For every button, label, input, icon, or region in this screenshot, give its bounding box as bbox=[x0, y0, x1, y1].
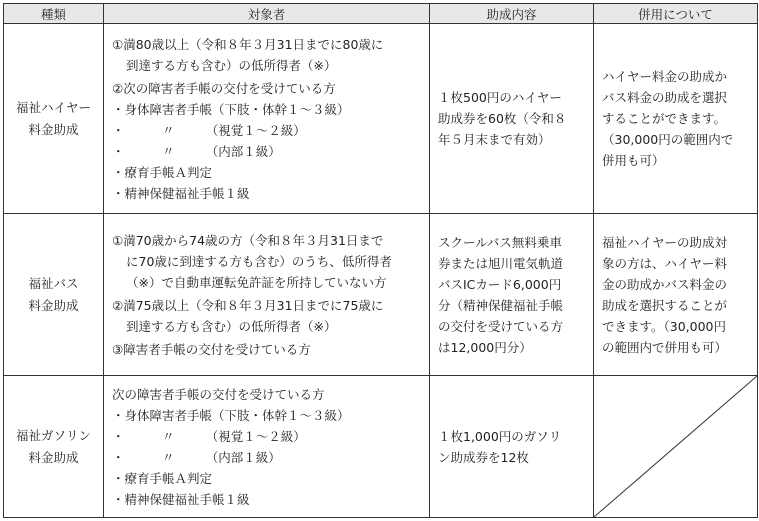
bullet-item: ・ 〃 （視覚１～２級） bbox=[112, 428, 306, 444]
category-line: 福祉ハイヤー bbox=[15, 99, 91, 115]
item-text: 障害者手帳の交付を受けている方 bbox=[123, 341, 311, 357]
content-line: スクールバス無料乗車 bbox=[438, 234, 562, 250]
content-line: １枚1,000円のガソリ bbox=[438, 428, 562, 444]
row-gasoline bbox=[4, 376, 758, 518]
category-line: 料金助成 bbox=[28, 449, 79, 465]
header-content: 助成内容 bbox=[430, 4, 594, 24]
target-item bbox=[112, 230, 423, 293]
category-cell bbox=[4, 24, 104, 214]
intro-text: 次の障害者手帳の交付を受けている方 bbox=[112, 386, 325, 402]
combined-cell bbox=[594, 24, 758, 214]
combined-line: 福祉ハイヤーの助成対 bbox=[602, 234, 728, 250]
diagonal-line bbox=[594, 376, 757, 517]
row-bus bbox=[4, 214, 758, 376]
content-line: １枚500円のハイヤー bbox=[438, 90, 562, 105]
combined-cell bbox=[594, 214, 758, 376]
bullet-item: ・身体障害者手帳（下肢・体幹１～３級） bbox=[112, 101, 350, 117]
item-number: ② bbox=[112, 80, 124, 96]
content-line: の交付を受けている方 bbox=[438, 318, 564, 334]
bullet-item: ・療育手帳Ａ判定 bbox=[112, 164, 213, 180]
category-line: 料金助成 bbox=[28, 297, 79, 313]
combined-line: の範囲内で併用も可） bbox=[602, 339, 728, 355]
bullet-item: ・身体障害者手帳（下肢・体幹１～３級） bbox=[112, 407, 350, 423]
combined-line: 併用も可） bbox=[602, 153, 665, 168]
item-number: ① bbox=[112, 36, 124, 52]
target-item bbox=[112, 295, 423, 337]
item-text: 次の障害者手帳の交付を受けている方 bbox=[123, 80, 336, 96]
content-line: 助成券を60枚（令和８ bbox=[438, 111, 567, 126]
header-row bbox=[4, 4, 758, 24]
category-line: 福祉バス bbox=[28, 275, 79, 291]
combined-line: することができます。 bbox=[602, 111, 727, 126]
header-type: 種類 bbox=[4, 4, 104, 24]
category-cell bbox=[4, 376, 104, 518]
content-line: バスICカード6,000円 bbox=[438, 276, 562, 292]
content-line: 年５月末まで有効） bbox=[438, 132, 551, 147]
target-item bbox=[112, 78, 423, 204]
item-text: に70歳に到達する方も含む）のうち、低所得者 bbox=[126, 253, 392, 269]
target-item bbox=[112, 339, 423, 360]
subsidy-table bbox=[3, 3, 758, 518]
target-cell bbox=[104, 24, 430, 214]
bullet-item: ・ 〃 （内部１級） bbox=[112, 449, 281, 465]
content-cell bbox=[430, 376, 594, 518]
item-number: ① bbox=[112, 232, 124, 248]
combined-line: 助成を選択することが bbox=[602, 297, 728, 313]
item-text: 満80歳以上（令和８年３月31日までに80歳に bbox=[123, 36, 384, 52]
item-number: ② bbox=[112, 297, 124, 313]
content-line: ン助成券を12枚 bbox=[438, 449, 529, 465]
content-line: 分（精神保健福祉手帳 bbox=[438, 297, 564, 313]
combined-line: バス料金の助成を選択 bbox=[602, 90, 728, 105]
bullet-item: ・精神保健福祉手帳１級 bbox=[112, 491, 250, 507]
bullet-item: ・精神保健福祉手帳１級 bbox=[112, 185, 250, 201]
combined-line: ハイヤー料金の助成か bbox=[602, 69, 728, 84]
header-target: 対象者 bbox=[104, 4, 430, 24]
item-text: （※）で自動車運転免許証を所持していない方 bbox=[126, 274, 387, 290]
category-line: 福祉ガソリン bbox=[15, 427, 91, 443]
item-text: 満70歳から74歳の方（令和８年３月31日まで bbox=[123, 232, 384, 248]
item-text: 満75歳以上（令和８年３月31日までに75歳に bbox=[123, 297, 384, 313]
row-hire bbox=[4, 24, 758, 214]
combined-line: 金の助成かバス料金の bbox=[602, 276, 728, 292]
content-cell bbox=[430, 214, 594, 376]
bullet-item: ・療育手帳Ａ判定 bbox=[112, 470, 213, 486]
target-item bbox=[112, 34, 423, 76]
combined-line: 象の方は、ハイヤー料 bbox=[602, 255, 728, 271]
combined-line: （30,000円の範囲内で bbox=[602, 132, 734, 147]
item-text: 到達する方も含む）の低所得者（※） bbox=[126, 57, 337, 73]
category-line: 料金助成 bbox=[28, 121, 79, 137]
item-text: 到達する方も含む）の低所得者（※） bbox=[126, 318, 337, 334]
target-cell bbox=[104, 376, 430, 518]
header-combined: 併用について bbox=[594, 4, 758, 24]
category-cell bbox=[4, 214, 104, 376]
content-cell bbox=[430, 24, 594, 214]
item-number: ③ bbox=[112, 341, 124, 357]
bullet-item: ・ 〃 （内部１級） bbox=[112, 143, 281, 159]
not-applicable-cell bbox=[594, 376, 758, 518]
target-cell bbox=[104, 214, 430, 376]
content-line: は12,000円分） bbox=[438, 339, 532, 355]
combined-line: できます。（30,000円 bbox=[602, 318, 726, 334]
bullet-item: ・ 〃 （視覚１～２級） bbox=[112, 122, 306, 138]
content-line: 券または旭川電気軌道 bbox=[438, 255, 564, 271]
